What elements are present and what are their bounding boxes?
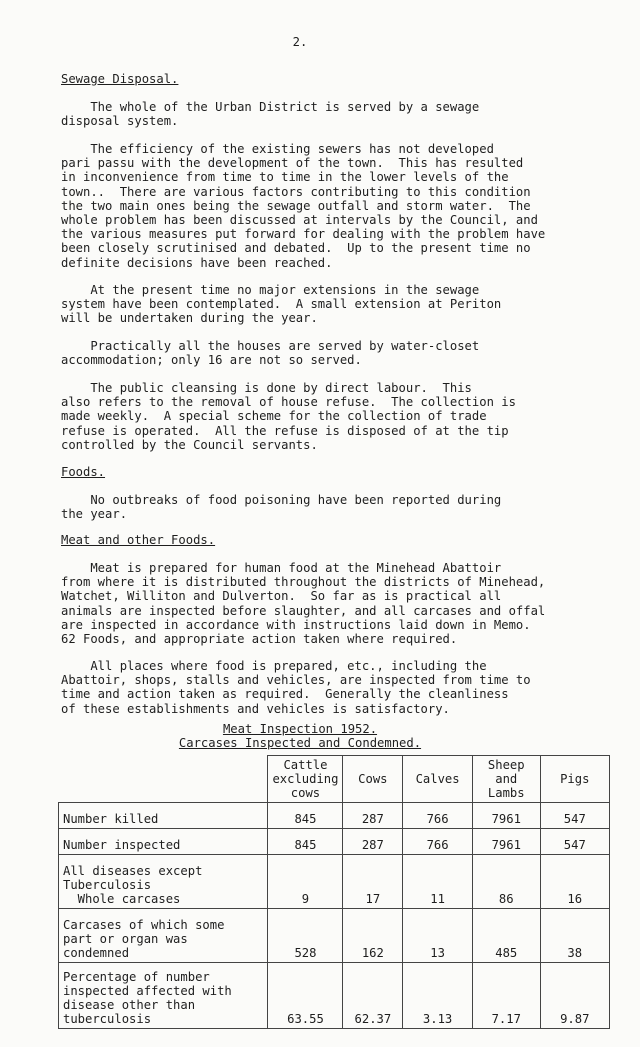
table-title: Meat Inspection 1952. xyxy=(222,722,378,736)
row-label: Number killed xyxy=(59,803,268,829)
cell-value: 7.17 xyxy=(472,963,540,1029)
cell-value: 7961 xyxy=(472,803,540,829)
row-label: Percentage of number inspected affected with disease other than tuberculosis xyxy=(59,963,268,1029)
cell-value: 9.87 xyxy=(540,963,609,1029)
cell-value: 11 xyxy=(403,855,473,909)
cell-value: 287 xyxy=(343,829,403,855)
paragraph-meat-1: Meat is prepared for human food at the Minehead Abattoir from where it is distributed throughout the districts of Minehead, Watchet, Williton and Dulverton. So far as is practical all animals are inspected before slaughter, and all carcases and offal are inspected in accordance with instructions laid down in Memo. 62 Foods, and appropriate action taken where required. xyxy=(61,561,546,647)
table-row xyxy=(59,803,610,829)
cell-value: 547 xyxy=(540,803,609,829)
column-header-cattle: Cattle excluding cows xyxy=(268,756,343,803)
cell-value: 3.13 xyxy=(403,963,473,1029)
meat-inspection-table xyxy=(58,755,610,1029)
cell-value: 485 xyxy=(472,909,540,963)
cell-value: 16 xyxy=(540,855,609,909)
cell-value: 62.37 xyxy=(343,963,403,1029)
paragraph-sewage-4: Practically all the houses are served by water-closet accommodation; only 16 are not so served. xyxy=(61,339,480,368)
cell-value: 287 xyxy=(343,803,403,829)
column-header-calves: Calves xyxy=(403,756,473,803)
cell-value: 547 xyxy=(540,829,609,855)
page-number: 2. xyxy=(292,35,308,49)
row-label: Number inspected xyxy=(59,829,268,855)
cell-value: 9 xyxy=(268,855,343,909)
paragraph-foods-1: No outbreaks of food poisoning have been reported during the year. xyxy=(61,493,502,522)
cell-value: 13 xyxy=(403,909,473,963)
table-corner xyxy=(59,756,268,803)
table-row xyxy=(59,909,610,963)
cell-value: 845 xyxy=(268,803,343,829)
paragraph-sewage-5: The public cleansing is done by direct labour. This also refers to the removal of house refuse. The collection is made weekly. A special scheme for the collection of trade refuse is operated. All the refuse is disposed of at the tip controlled by the Council servants. xyxy=(61,381,516,452)
table-header-row xyxy=(59,756,610,803)
paragraph-sewage-2: The efficiency of the existing sewers has not developed pari passu with the development of the town. This has resulted in inconvenience from time to time in the lower levels of the town.. There are various factors contributing to this condition the two main ones being the sewage outfall and storm water. The whole problem has been discussed at intervals by the Council, and the various measures put forward for dealing with the problem have been closely scrutinised and debated. Up to the present time no definite decisions have been reached. xyxy=(61,142,546,270)
heading-meat-other-foods: Meat and other Foods. xyxy=(61,533,216,547)
heading-sewage-disposal: Sewage Disposal. xyxy=(61,72,179,86)
row-label: Carcases of which some part or organ was condemned xyxy=(59,909,268,963)
column-header-sheep-lambs: Sheep and Lambs xyxy=(472,756,540,803)
heading-foods: Foods. xyxy=(61,465,106,479)
cell-value: 766 xyxy=(403,829,473,855)
table-row xyxy=(59,855,610,909)
paragraph-sewage-3: At the present time no major extensions in the sewage system have been contemplated. A small extension at Periton will be undertaken during the year. xyxy=(61,283,502,326)
paragraph-meat-2: All places where food is prepared, etc., including the Abattoir, shops, stalls and vehicles, are inspected from time to time and action taken as required. Generally the cleanliness of these establishments and vehicles is satisfactory. xyxy=(61,659,531,716)
cell-value: 63.55 xyxy=(268,963,343,1029)
table-row xyxy=(59,829,610,855)
table-row xyxy=(59,963,610,1029)
cell-value: 7961 xyxy=(472,829,540,855)
cell-value: 528 xyxy=(268,909,343,963)
cell-value: 38 xyxy=(540,909,609,963)
table-subtitle: Carcases Inspected and Condemned. xyxy=(178,736,422,750)
cell-value: 845 xyxy=(268,829,343,855)
column-header-pigs: Pigs xyxy=(540,756,609,803)
cell-value: 17 xyxy=(343,855,403,909)
cell-value: 766 xyxy=(403,803,473,829)
paragraph-sewage-1: The whole of the Urban District is served by a sewage disposal system. xyxy=(61,100,480,129)
row-label: All diseases except Tuberculosis Whole carcases xyxy=(59,855,268,909)
column-header-cows: Cows xyxy=(343,756,403,803)
cell-value: 86 xyxy=(472,855,540,909)
cell-value: 162 xyxy=(343,909,403,963)
